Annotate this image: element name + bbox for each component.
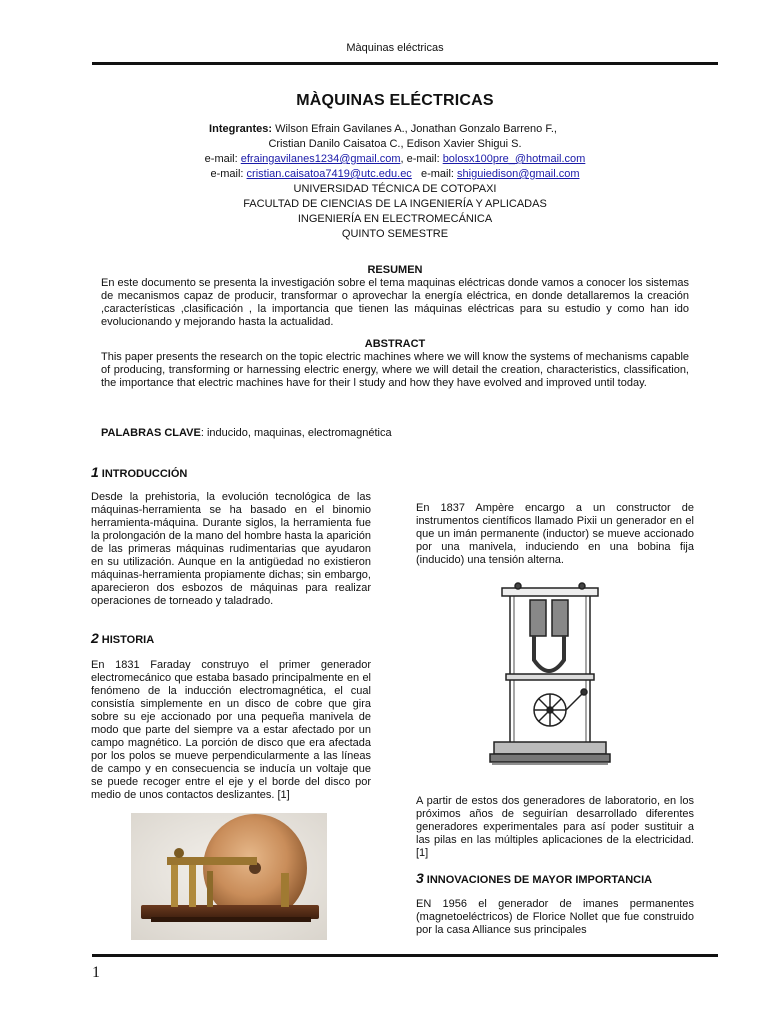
footer-rule: [92, 954, 718, 957]
generators-paragraph: A partir de estos dos generadores de laboratorio, en los próximos años de seguirían desarrollado diferentes generadores experimentales para así poder sustituir a las pilas en las múltiples aplicaciones de la electricidad. [1]: [416, 795, 694, 859]
header-rule: [92, 62, 718, 65]
faculty: FACULTAD DE CIENCIAS DE LA INGENIERÍA Y APLICADAS: [243, 198, 547, 210]
paper-title: MÀQUINAS ELÉCTRICAS: [296, 92, 494, 109]
section-3-number: 3: [416, 870, 424, 886]
abstract-heading: ABSTRACT: [364, 338, 426, 350]
author-block: Integrantes: Wilson Efrain Gavilanes A., Jonathan Gonzalo Barreno F., Cristian Danilo Caisatoa C., Edison Xavier Shigui S. e-mail: efraingavilanes1234@gmail.com, e-mail: bolosx100pre_@hotmail.com e-mail: cristian.caisatoa7419@utc.edu.ec e-mail: shiguiedison@gmail.com UNIVERSIDAD TÉCNICA DE COTOPAXI FACULTAD DE CIENCIAS DE LA INGENIERÍA Y APLICADAS INGENIERÍA EN ELECTROMECÁNICA QUINTO SEMESTRE: [0, 122, 768, 242]
faraday-disc-photo: [131, 813, 327, 940]
section-1-title: INTRODUCCIÓN: [101, 468, 188, 480]
keywords: [101, 427, 392, 439]
authors-line-2: Cristian Danilo Caisatoa C., Edison Xavier Shigui S.: [268, 138, 522, 150]
program: INGENIERÍA EN ELECTROMECÁNICA: [297, 213, 493, 225]
email-label: e-mail:: [406, 153, 443, 165]
section-3-title: INNOVACIONES DE MAYOR IMPORTANCIA: [426, 874, 653, 886]
section-2-heading: [91, 630, 371, 646]
semester: QUINTO SEMESTRE: [341, 228, 449, 240]
email-label: e-mail:: [210, 168, 247, 180]
keywords-text: : inducido, maquinas, electromagnética: [200, 427, 392, 439]
pixii-generator-engraving: [488, 582, 612, 772]
section-1-body: Desde la prehistoria, la evolución tecnológica de las máquinas-herramienta se ha basado en el binomio herramienta-máquina. Durante siglos, la herramienta fue la prolongación de la mano del hombre hasta la aparición de las primeras máquinas rudimentarias que ayudaron en su utilización. Aunque en la antigüedad no existieron máquinas-herramienta propiamente dichas; sin embargo, aparecieron dos esbozos de máquinas para realizar operaciones de torneado y taladrado.: [91, 491, 371, 607]
page-number: 1: [92, 964, 100, 981]
section-1-number: 1: [91, 464, 99, 480]
running-header: Màquinas eléctricas: [346, 42, 444, 54]
pixii-paragraph: En 1837 Ampère encargo a un constructor de instrumentos científicos llamado Pixii un generador en el que un imán permanente (inductor) se mueve accionado por una manivela, induciendo en una bobina fija (inducido) una tensión alterna.: [416, 502, 694, 566]
abstract-body: This paper presents the research on the topic electric machines where we will know the systems of mechanisms capable of producing, transforming or harnessing electric energy, where we will detail the creation, characteristics, classification, the importance that electric machines have for their l study and how they have evolved and improved until today.: [101, 351, 689, 389]
university: UNIVERSIDAD TÉCNICA DE COTOPAXI: [293, 183, 497, 195]
resumen-heading: RESUMEN: [367, 264, 423, 276]
authors-line-1: Wilson Efrain Gavilanes A., Jonathan Gonzalo Barreno F.,: [272, 123, 557, 135]
resumen-body: En este documento se presenta la investigación sobre el tema maquinas eléctricas donde vamos a conocer los sistemas de mecanismos capaz de producir, transformar o aprovechar la energía eléctrica, en donde detallaremos la creación ,características ,clasificación , la importancia que tienen las máquinas eléctricas para su estudio y como han ido evolucionando y mejorando hasta la actualidad.: [101, 277, 689, 328]
section-3-heading: [416, 870, 694, 886]
email-label: e-mail:: [204, 153, 241, 165]
email-label: e-mail:: [420, 168, 458, 180]
email-link-1[interactable]: efraingavilanes1234@gmail.com: [240, 153, 401, 165]
email-link-2[interactable]: bolosx100pre_@hotmail.com: [442, 153, 586, 165]
section-2-title: HISTORIA: [101, 634, 155, 646]
section-2-body: En 1831 Faraday construyo el primer generador electromecánico que estaba basado principalmente en el fenómeno de la inducción electromagnética, el cual consistía simplemente en un disco de cobre que gira sobre su eje accionado por una pequeña manivela de modo que parte del siempre va a estar afectado por un campo magnético. La porción de disco que era afectada por los polos se mueve perpendicularmente a las líneas de campo y en consecuencia se inducía un voltaje que se puede recoger entre el eje y el borde del disco por medio de unos contactos deslizantes. [1]: [91, 659, 371, 801]
email-link-3[interactable]: cristian.caisatoa7419@utc.edu.ec: [246, 168, 412, 180]
section-2-number: 2: [91, 630, 99, 646]
keywords-label: PALABRAS CLAVE: [101, 427, 201, 439]
authors-label: Integrantes:: [209, 123, 273, 135]
section-3-body: EN 1956 el generador de imanes permanentes (magnetoeléctricos) de Florice Nollet que fue construido por la casa Alliance sus principales: [416, 898, 694, 936]
email-link-4[interactable]: shiguiedison@gmail.com: [457, 168, 580, 180]
section-1-heading: [91, 464, 371, 480]
